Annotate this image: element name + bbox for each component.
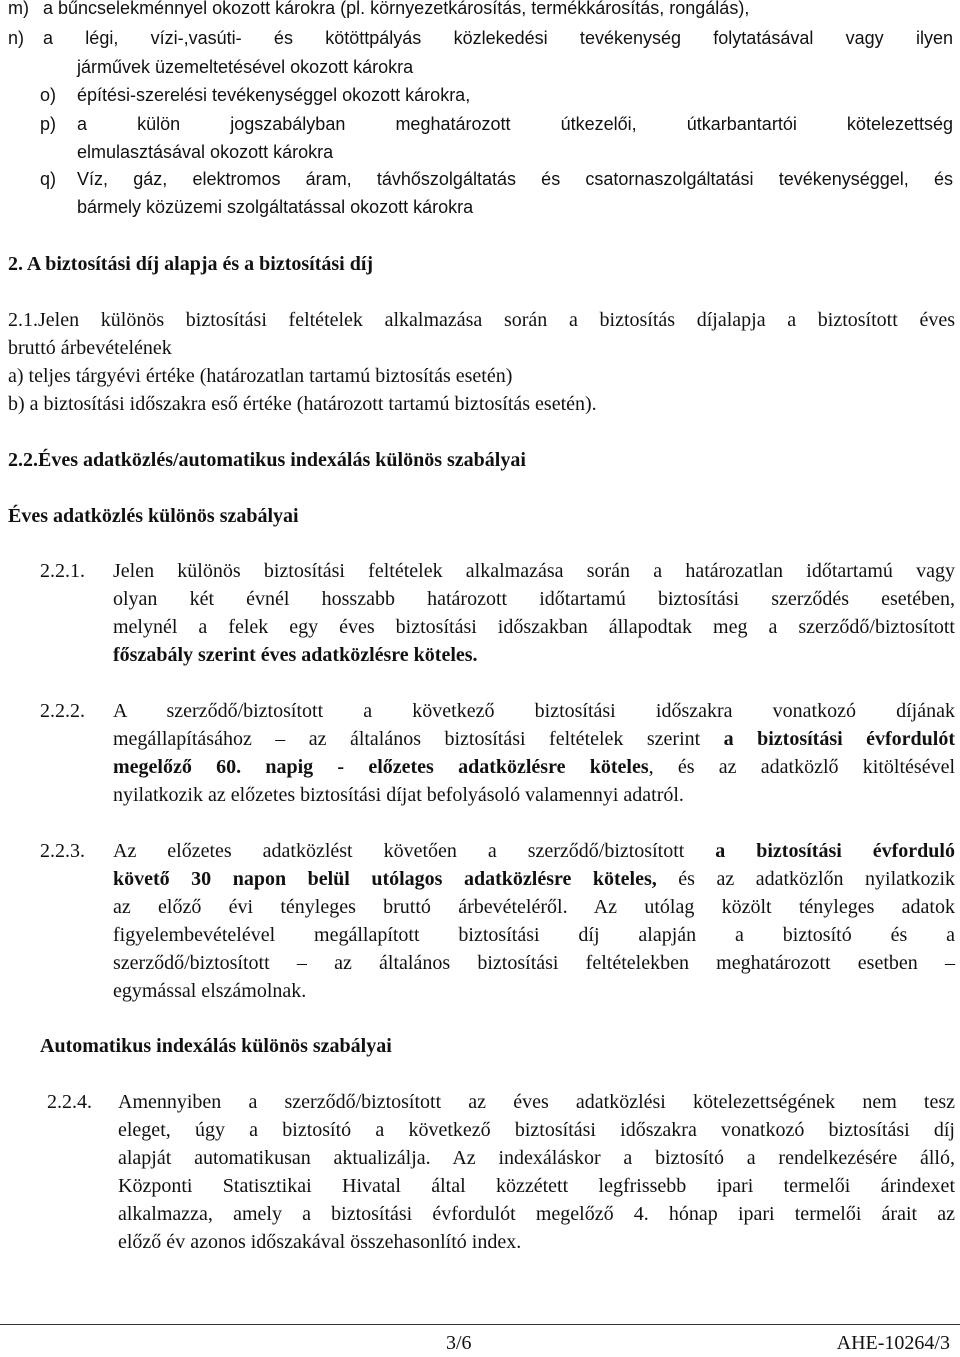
paragraph-2-2-1-line-4: főszabály szerint éves adatközlésre köteles. [113, 644, 478, 666]
list-item-m-label: m) [8, 0, 29, 18]
footer-document-code: AHE-10264/3 [836, 1332, 950, 1354]
list-item-q-text: Víz, gáz, elektromos áram, távhőszolgáltatás és csatornaszolgáltatási tevékenységgel, és [77, 169, 953, 189]
list-item-p-label: p) [40, 114, 57, 134]
paragraph-2-2-4-line-1: Amennyiben a szerződő/biztosított az éves adatközlési kötelezettségének nem tesz [118, 1091, 955, 1113]
list-item-o-text: építési-szerelési tevékenységgel okozott károkra, [77, 85, 471, 105]
paragraph-2-2-4-line-6: előző év azonos időszakával összehasonlító index. [118, 1231, 522, 1253]
paragraph-2-2-4-line-4: Központi Statisztikai Hivatal által közzétett legfrissebb ipari termelői árindexet [118, 1175, 955, 1197]
list-item-q-text-2: bármely közüzemi szolgáltatással okozott károkra [77, 197, 474, 217]
paragraph-2-2-2-line-1: A szerződő/biztosított a következő biztosítási időszakra vonatkozó díjának [113, 700, 955, 722]
paragraph-2-2-3-line-1 [113, 837, 955, 865]
paragraph-2-2-1-line-1: Jelen különös biztosítási feltételek alkalmazása során a határozatlan időtartamú vagy [113, 560, 955, 582]
paragraph-2-2-3-line-6: egymással elszámolnak. [113, 980, 307, 1002]
paragraph-2-2-2-line-3-normal: , és az adatközlő kitöltésével [648, 756, 955, 778]
paragraph-2-2-1-line-3: melynél a felek egy éves biztosítási időszakban állapodtak meg a szerződő/biztosított [113, 616, 955, 638]
list-item-q-label: q) [40, 169, 57, 189]
paragraph-2-1-item-a: a) teljes tárgyévi értéke (határozatlan tartamú biztosítás esetén) [8, 365, 513, 387]
paragraph-2-2-3-line-4: figyelembevételével megállapított biztosítási díj alapján a biztosító és a [113, 924, 955, 946]
paragraph-2-1-line-1: 2.1.Jelen különös biztosítási feltételek alkalmazása során a biztosítás díjalapja a biztosított éves [8, 309, 955, 331]
paragraph-2-2-2-number: 2.2.2. [40, 700, 85, 722]
paragraph-2-2-3-line-3: az előző évi tényleges bruttó árbevételéről. Az utólag közölt tényleges adatok [113, 896, 955, 918]
paragraph-2-2-3-line-2-bold: követő 30 napon belül utólagos adatközlésre köteles, [113, 868, 657, 890]
paragraph-2-2-2-line-2-bold: a biztosítási évfordulót [723, 728, 955, 750]
section-heading-2-2: 2.2.Éves adatközlés/automatikus indexálás különös szabályai [8, 449, 526, 471]
footer-divider [0, 1324, 960, 1325]
paragraph-2-2-4-number: 2.2.4. [47, 1091, 92, 1113]
paragraph-2-2-2-line-3 [113, 753, 955, 781]
list-item-o-label: o) [40, 85, 57, 105]
paragraph-2-2-2-line-2 [113, 725, 955, 753]
subheading-automatikus-indexalas: Automatikus indexálás különös szabályai [40, 1035, 392, 1057]
section-heading-2: 2. A biztosítási díj alapja és a biztosítási díj [8, 253, 374, 275]
paragraph-2-2-3-line-5: szerződő/biztosított – az általános biztosítási feltételekben meghatározott esetben – [113, 952, 955, 974]
paragraph-2-2-3-line-1-normal: Az előzetes adatközlést követően a szerződő/biztosított [113, 840, 716, 862]
paragraph-2-2-3-number: 2.2.3. [40, 840, 85, 862]
paragraph-2-2-3-line-2-normal: és az adatközlőn nyilatkozik [656, 868, 955, 890]
paragraph-2-2-2-line-4: nyilatkozik az előzetes biztosítási díjat befolyásoló valamennyi adatról. [113, 784, 684, 806]
list-item-p-text-2: elmulasztásával okozott károkra [77, 142, 334, 162]
list-item-n-label: n) [8, 28, 25, 48]
paragraph-2-2-4-line-2: eleget, úgy a biztosító a következő biztosítási időszakra vonatkozó biztosítási díj [118, 1119, 955, 1141]
footer-page-number: 3/6 [446, 1332, 472, 1354]
paragraph-2-2-4-line-5: alkalmazza, amely a biztosítási évfordulót megelőző 4. hónap ipari termelői árait az [118, 1203, 955, 1225]
paragraph-2-2-2-line-3-bold: megelőző 60. napig - előzetes adatközlésre köteles [113, 756, 649, 778]
paragraph-2-1-line-2: bruttó árbevételének [8, 337, 172, 359]
list-item-n-text-2: járművek üzemeltetésével okozott károkra [77, 57, 414, 77]
paragraph-2-2-1-number: 2.2.1. [40, 560, 85, 582]
paragraph-2-2-3-line-2 [113, 865, 955, 893]
list-item-p-text: a külön jogszabályban meghatározott útkezelői, útkarbantartói kötelezettség [77, 114, 953, 134]
subheading-eves-adatkozles: Éves adatközlés különös szabályai [8, 505, 299, 527]
list-item-m-text: a bűncselekménnyel okozott károkra (pl. környezetkárosítás, termékkárosítás, rongálás), [43, 0, 750, 18]
paragraph-2-2-4-line-3: alapját automatikusan aktualizálja. Az indexáláskor a biztosító a rendelkezésére álló, [118, 1147, 955, 1169]
paragraph-2-2-2-line-2-normal: megállapításához – az általános biztosítási feltételek szerint [113, 728, 724, 750]
paragraph-2-2-3-line-1-bold: a biztosítási évforduló [715, 840, 955, 862]
paragraph-2-2-1-line-2: olyan két évnél hosszabb határozott időtartamú biztosítási szerződés esetében, [113, 588, 955, 610]
paragraph-2-1-item-b: b) a biztosítási időszakra eső értéke (határozott tartamú biztosítás esetén). [8, 393, 597, 415]
list-item-n-text: a légi, vízi-,vasúti- és kötöttpályás közlekedési tevékenység folytatásával vagy ilyen [43, 28, 953, 48]
